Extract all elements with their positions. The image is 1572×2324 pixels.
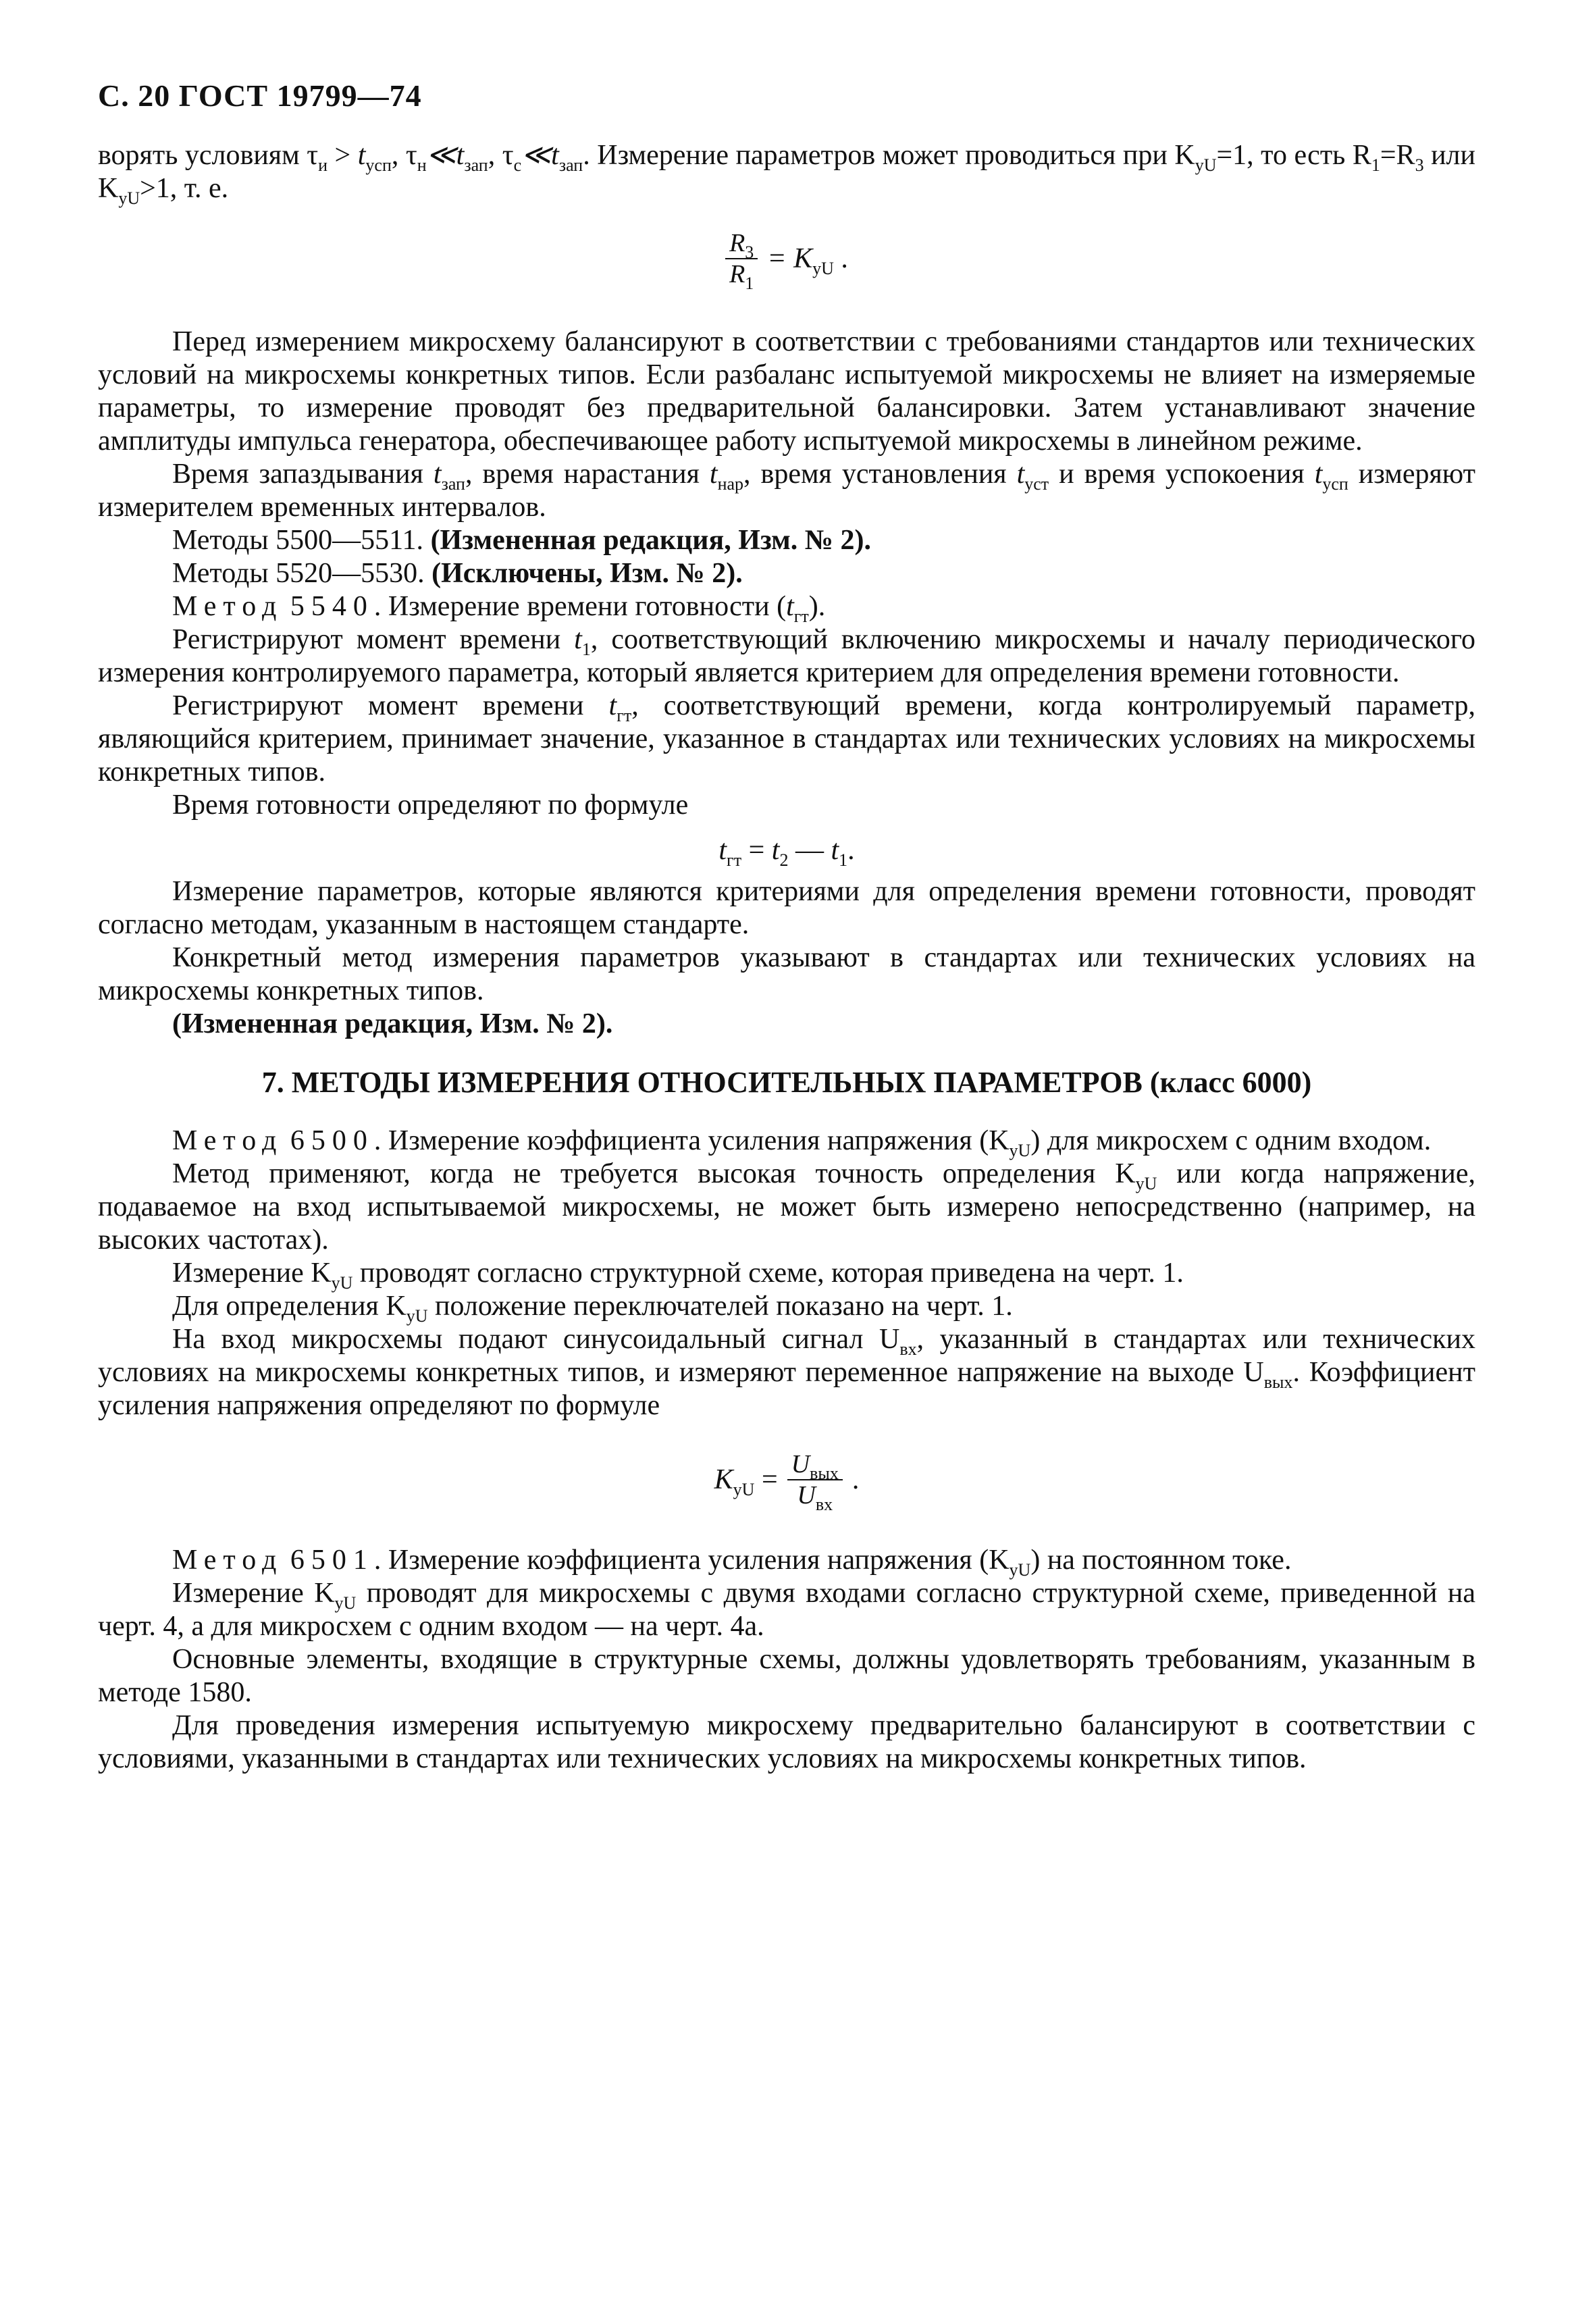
paragraph-register-t1: Регистрируют момент времени $t_1$, соответствующий включению микросхемы и началу периодического измерения контролируемого параметра, который является критерием для определения времени готовности. [98, 624, 1476, 688]
amendment-note: (Измененная редакция, Изм. № 2). [172, 1008, 613, 1039]
paragraph-continuation: ворять условиям $\tau_и > t_{усп}$, $\tau_н≪t_{зап}$, $\tau_с≪t_{зап}$. Измерение параметров может проводиться при $K_{уU}=1$, то есть $R_1=R_3$ или $K_{уU}>1$, т. е. [98, 140, 1475, 208]
methods-5500-note: Методы 5500—5511. (Измененная редакция, Изм. № 2). [172, 525, 871, 556]
paragraph-two-inputs: Измерение $K_{уU}$ проводят для микросхемы с двумя входами согласно структурной схеме, приведенной на черт. 4, а для микросхем с одним входом — на черт. 4а. [98, 1578, 1475, 1642]
paragraph-structure-scheme: Измерение $K_{уU}$ проводят согласно структурной схеме, которая приведена на черт. 1. [172, 1258, 1184, 1293]
paragraph-prebalance: Для проведения измерения испытуемую микросхему предварительно балансируют в соответствии с условиями, указанными в стандартах или технических условиях на микросхемы конкретных типов. [98, 1710, 1475, 1774]
formula-gain: $K_{уU}$ = $\frac{U_{вых}}{U_{вх}}$ . [714, 1450, 860, 1514]
paragraph-balancing: Перед измерением микросхему балансируют в соответствии с требованиями стандартов или технических условий на микросхемы конкретных типов. Если разбаланс испытуемой микросхемы не влияет на измеряемые параметры, то измерение проводят без предварительной балансировки. Затем устанавливают значение амплитуды импульса генератора, обеспечивающее работу испытуемой микросхемы в линейном режиме. [98, 326, 1475, 457]
formula-readiness-time: $t_{гт} = t_2$ — $t_1$. [718, 835, 855, 870]
page-header: С. 20 ГОСТ 19799—74 [98, 78, 422, 113]
paragraph-elements: Основные элементы, входящие в структурные схемы, должны удовлетворять требованиям, указанным в методе 1580. [98, 1644, 1475, 1708]
paragraph-sine-signal: На вход микросхемы подают синусоидальный сигнал $U_{вх}$, указанный в стандартах или технических условиях на микросхемы конкретных типов, и измеряют переменное напряжение на выходе $U_{вых}$. Коэффициент усиления напряжения определяют по формуле [98, 1324, 1476, 1421]
paragraph-method-applied: Метод применяют, когда не требуется высокая точность определения $K_{уU}$ или когда напряжение, подаваемое на вход испытываемой микросхемы, не может быть измерено непосредственно (например, на высоких частотах). [98, 1158, 1475, 1256]
section-heading: 7. МЕТОДЫ ИЗМЕРЕНИЯ ОТНОСИТЕЛЬНЫХ ПАРАМЕТРОВ (класс 6000) [261, 1066, 1312, 1099]
paragraph-switches: Для определения $K_{уU}$ положение переключателей показано на черт. 1. [172, 1291, 1013, 1326]
paragraph-criteria: Измерение параметров, которые являются критериями для определения времени готовности, проводят согласно методам, указанным в настоящем стандарте. [98, 876, 1475, 940]
method-5540-heading: Метод 5540. Измерение времени готовности $(t_{гт})$. [172, 591, 826, 626]
method-6500-heading: Метод 6500. Измерение коэффициента усиления напряжения $(K_{уU})$ для микросхем с одним входом. [172, 1125, 1432, 1160]
formula-r3-r1: $\frac{R_3}{R_1}$ = $K_{уU}$ . [98, 228, 1475, 289]
paragraph-time-measure: Время запаздывания $t_{зап}$, время нарастания $t_{нар}$, время установления $t_{уст}$ и время успокоения $t_{усп}$ измеряют измерителем временных интервалов. [98, 459, 1475, 523]
methods-5520-note: Методы 5520—5530. (Исключены, Изм. № 2). [172, 558, 743, 589]
document-page [98, 78, 1475, 1776]
method-6501-heading: Метод 6501. Измерение коэффициента усиления напряжения $(K_{уU})$ на постоянном токе. [172, 1545, 1292, 1580]
paragraph-formula-intro: Время готовности определяют по формуле [172, 790, 689, 821]
paragraph-register-tgt: Регистрируют момент времени $t_{гт}$, соответствующий времени, когда контролируемый параметр, являющийся критерием, принимает значение, указанное в стандартах или технических условиях на микросхемы конкретных типов. [98, 690, 1475, 787]
paragraph-concrete-method: Конкретный метод измерения параметров указывают в стандартах или технических условиях на микросхемы конкретных типов. [98, 942, 1475, 1006]
